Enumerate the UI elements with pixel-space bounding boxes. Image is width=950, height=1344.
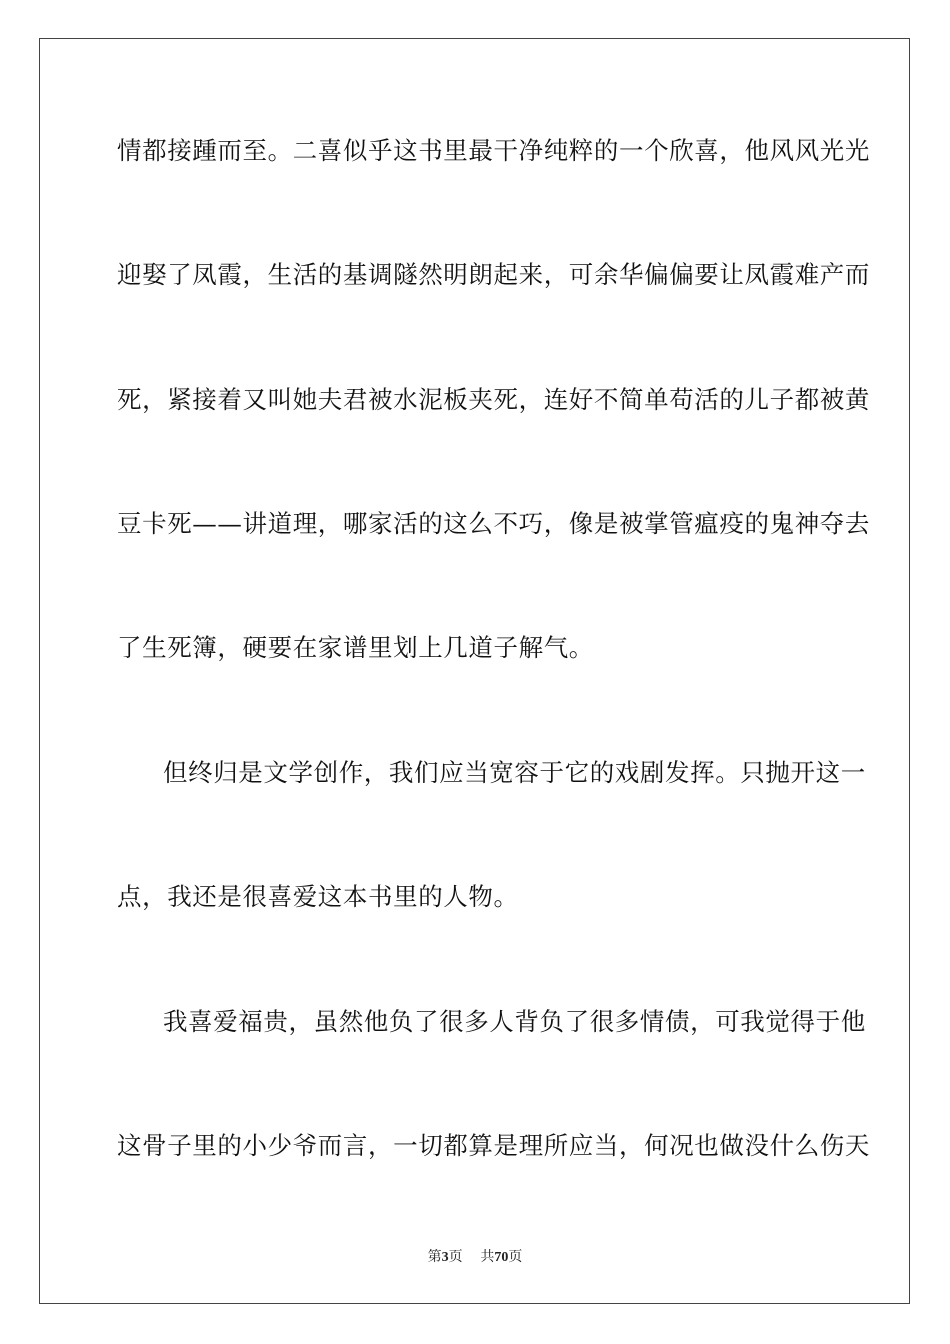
text-line-5: 了生死簿，硬要在家谱里划上几道子解气。 xyxy=(117,633,594,662)
total-pages: 70 xyxy=(494,1250,509,1265)
page-border xyxy=(39,38,910,1304)
text-line-4: 豆卡死——讲道理，哪家活的这么不巧，像是被掌管瘟疫的鬼神夺去 xyxy=(117,509,870,538)
text-line-2: 迎娶了凤霞，生活的基调隧然明朗起来，可余华偏偏要让凤霞难产而 xyxy=(117,260,870,289)
total-suffix: 页 xyxy=(508,1249,523,1265)
total-prefix: 共 xyxy=(480,1249,495,1265)
text-line-8: 我喜爱福贵，虽然他负了很多人背负了很多情债，可我觉得于他 xyxy=(163,1007,866,1036)
text-line-3: 死，紧接着又叫她夫君被水泥板夹死，连好不简单苟活的儿子都被黄 xyxy=(117,385,870,414)
page-footer xyxy=(0,1248,950,1267)
text-line-1: 情都接踵而至。二喜似乎这书里最干净纯粹的一个欣喜，他风风光光 xyxy=(117,136,870,165)
text-line-9: 这骨子里的小少爷而言，一切都算是理所应当，何况也做没什么伤天 xyxy=(117,1131,870,1160)
page-prefix: 第 xyxy=(427,1249,442,1265)
page-number: 3 xyxy=(441,1250,449,1265)
page-suffix: 页 xyxy=(448,1249,463,1265)
text-line-6: 但终归是文学创作，我们应当宽容于它的戏剧发挥。只抛开这一 xyxy=(163,758,866,787)
text-line-7: 点，我还是很喜爱这本书里的人物。 xyxy=(117,882,519,911)
